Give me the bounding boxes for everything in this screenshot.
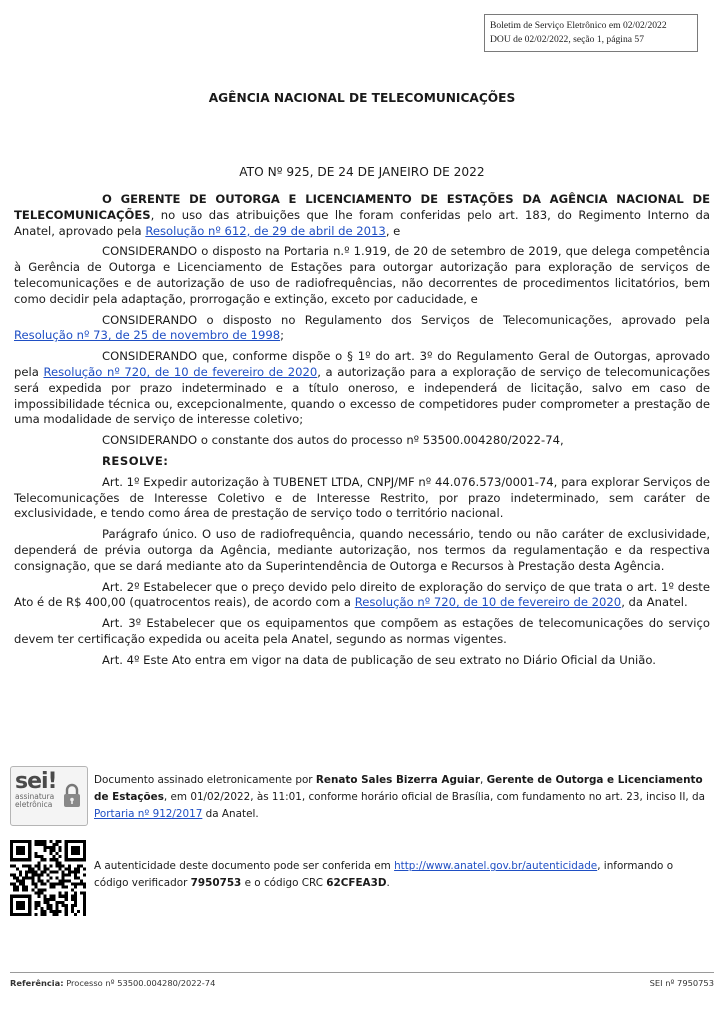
lock-icon: [63, 783, 81, 809]
act-title: ATO Nº 925, DE 24 DE JANEIRO DE 2022: [239, 165, 485, 179]
resolution-73-link[interactable]: Resolução nº 73, de 25 de novembro de 1998: [14, 328, 281, 343]
resolution-612-link[interactable]: Resolução nº 612, de 29 de abril de 2013: [145, 223, 386, 238]
preamble-authority: O GERENTE DE OUTORGA E LICENCIAMENTO DE ESTAÇÕES DA AGÊNCIA NACIONAL DE TELECOMUNICAÇÕES: [14, 192, 710, 222]
resolve-heading: RESOLVE:: [102, 453, 169, 468]
preamble-paragraph: O GERENTE DE OUTORGA E LICENCIAMENTO DE ESTAÇÕES DA AGÊNCIA NACIONAL DE TELECOMUNICAÇÕES, no uso das atribuições que lhe foram conferidas pelo art. 183, do Regimento Interno da Anatel, aprovado pela Resolução nº 612, de 29 de abril de 2013, e: [14, 192, 710, 238]
footer-divider: [10, 972, 714, 973]
signer-role: Gerente de Outorga e Licenciamento de Estações: [94, 774, 703, 803]
signature-text: Documento assinado eletronicamente por Renato Sales Bizerra Aguiar, Gerente de Outorga e Licenciamento de Estações, em 01/02/2022, às 11:01, conforme horário oficial de Brasília, com fundamento no art. 23, inciso II, da Portaria nº 912/2017 da Anatel.: [94, 774, 705, 820]
resolution-720-link-2[interactable]: Resolução nº 720, de 10 de fevereiro de 2020: [354, 595, 622, 610]
seal-caption-1: assinatura: [15, 792, 55, 801]
stamp-line-1: Boletim de Serviço Eletrônico em 02/02/2022: [490, 20, 667, 31]
footer-reference: Referência: Processo nº 53500.004280/2022-74: [10, 978, 216, 988]
article-4: Art. 4º Este Ato entra em vigor na data de publicação de seu extrato no Diário Oficial da União.: [102, 652, 656, 667]
seal-caption-2: eletrônica: [15, 800, 53, 809]
considerando-1: CONSIDERANDO o disposto na Portaria n.º 1.919, de 20 de setembro de 2019, que delega competência à Gerência de Outorga e Licenciamento de Estações para outorgar autorização para exploração de serviços de telecomunicações e de autorização de uso de radiofrequências, não decorrentes de procedimentos licitatórios, bem como decidir pela adaptação, prorrogação e extinção, exceto por caducidade, e: [14, 244, 710, 306]
signer-name: Renato Sales Bizerra Aguiar: [315, 774, 481, 786]
publication-stamp: [484, 14, 698, 52]
authenticity-link[interactable]: http://www.anatel.gov.br/autenticidade: [394, 860, 598, 872]
considerando-3: CONSIDERANDO que, conforme dispõe o § 1º do art. 3º do Regulamento Geral de Outorgas, aprovado pela Resolução nº 720, de 10 de fevereiro de 2020, a autorização para a exploração de serviço de telecomunicações será expedida por prazo indeterminado e a título oneroso, e independerá de licitação, salvo em caso de impossibilidade técnica ou, excepcionalmente, quando o excesso de competidores puder comprometer a prestação de uma modalidade de serviço de interesse coletivo;: [14, 349, 710, 427]
crc-code: 62CFEA3D: [326, 877, 387, 889]
resolution-720-link[interactable]: Resolução nº 720, de 10 de fevereiro de 2020: [43, 364, 318, 379]
seal-logo-text: sei!: [15, 769, 57, 794]
portaria-912-link[interactable]: Portaria nº 912/2017: [94, 808, 203, 820]
authenticity-text: A autenticidade deste documento pode ser conferida em http://www.anatel.gov.br/autenticidade, informando o código verificador 7950753 e o código CRC 62CFEA3D.: [94, 860, 674, 889]
article-2: Art. 2º Estabelecer que o preço devido pelo direito de exploração do serviço de que trata o art. 1º deste Ato é de R$ 400,00 (quatrocentos reais), de acordo com a Resolução nº 720, de 10 de fevereiro de 2020, da Anatel.: [14, 579, 710, 610]
article-1: Art. 1º Expedir autorização à TUBENET LTDA, CNPJ/MF nº 44.076.573/0001-74, para explorar Serviços de Telecomunicações de Interesse Coletivo e de Interesse Restrito, por prazo indeterminado, sem caráter de exclusividade, e tendo como área de prestação de serviço todo o território nacional.: [14, 474, 710, 521]
paragrafo-unico: Parágrafo único. O uso de radiofrequência, quando necessário, tendo ou não caráter de exclusividade, dependerá de prévia outorga da Agência, mediante autorização, nos termos da regulamentação e da respectiva consignação, que se dará mediante ato da Superintendência de Outorga e Recursos à Prestação desta Agência.: [14, 527, 710, 573]
considerando-4: CONSIDERANDO o constante dos autos do processo nº 53500.004280/2022-74,: [102, 433, 564, 448]
footer-sei-number: SEI nº 7950753: [649, 978, 714, 988]
qr-code-icon: [10, 840, 86, 916]
considerando-2: CONSIDERANDO o disposto no Regulamento dos Serviços de Telecomunicações, aprovado pela Resolução nº 73, de 25 de novembro de 1998;: [14, 312, 710, 343]
agency-title: AGÊNCIA NACIONAL DE TELECOMUNICAÇÕES: [208, 91, 516, 105]
document-body: [14, 192, 710, 674]
sei-seal-icon: [10, 766, 88, 826]
signature-block: [10, 766, 714, 828]
stamp-line-2: DOU de 02/02/2022, seção 1, página 57: [490, 34, 645, 45]
article-3: Art. 3º Estabelecer que os equipamentos que compõem as estações de telecomunicações do serviço devem ter certificação expedida ou aceita pela Anatel, segundo as normas vigentes.: [14, 616, 710, 646]
verifier-code: 7950753: [190, 877, 242, 889]
